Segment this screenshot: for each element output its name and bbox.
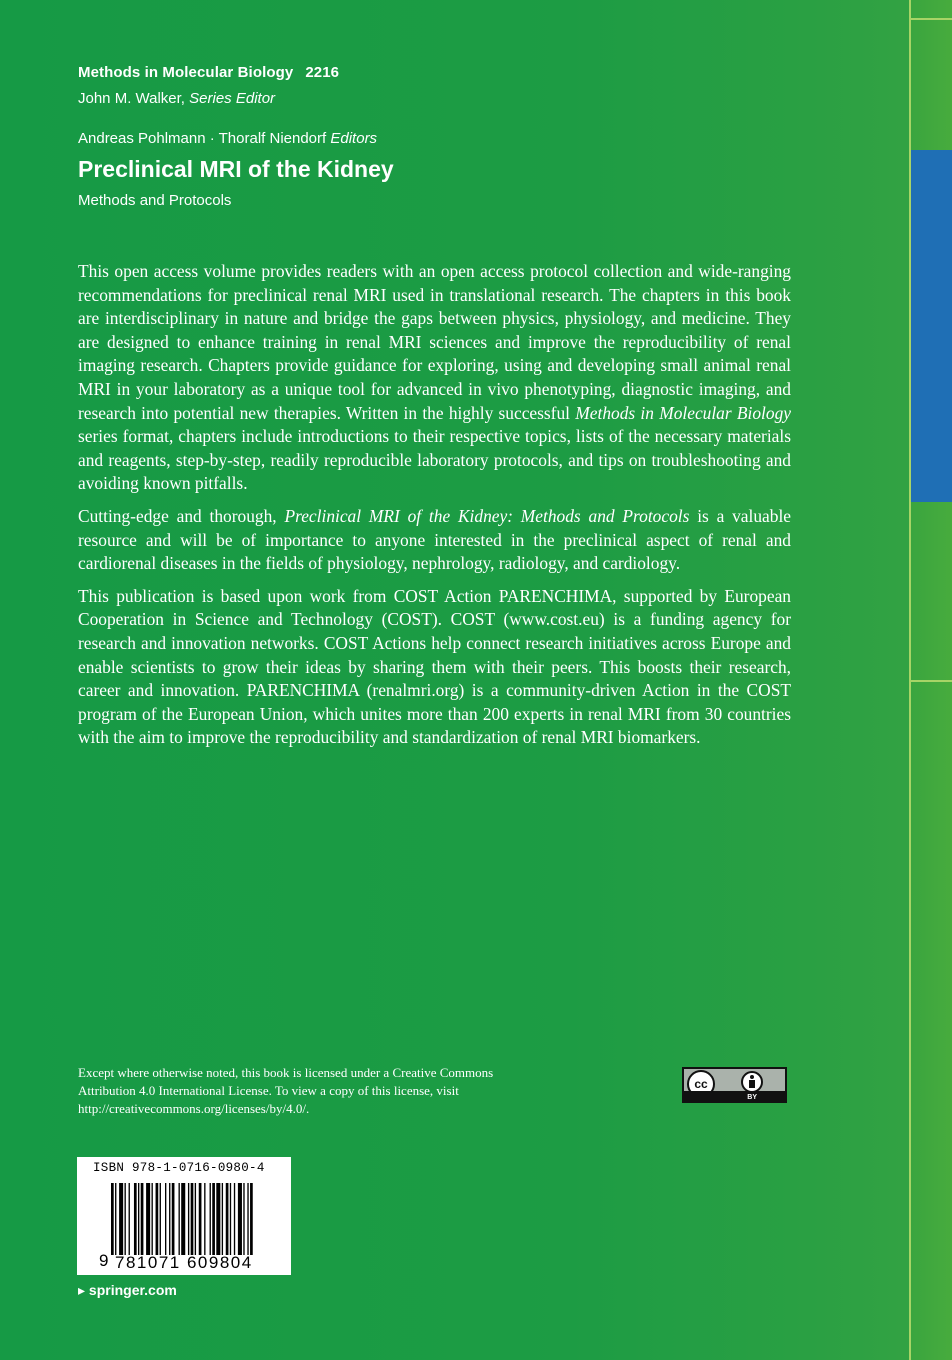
barcode-bar bbox=[188, 1183, 189, 1255]
barcode-bar bbox=[125, 1183, 126, 1255]
triangle-arrow-icon: ▸ bbox=[78, 1282, 86, 1298]
barcode-bar bbox=[152, 1183, 153, 1255]
barcode-bar bbox=[238, 1183, 242, 1255]
description-paragraph bbox=[78, 260, 791, 496]
volume-editors bbox=[78, 130, 377, 147]
strip-divider bbox=[911, 18, 952, 20]
barcode-bar bbox=[234, 1183, 235, 1255]
barcode-bar bbox=[172, 1183, 175, 1255]
barcode-bar bbox=[138, 1183, 139, 1255]
barcode-bar bbox=[195, 1183, 196, 1255]
barcode-bar bbox=[216, 1183, 220, 1255]
barcode-bar bbox=[141, 1183, 144, 1255]
editor-role: Editors bbox=[330, 130, 378, 147]
license-notice: Except where otherwise noted, this book is licensed under a Creative Commons Attribution 4.0 International License. To view a copy of this license, visit http://creativecommons.org/licenses/by/4.0/. bbox=[78, 1065, 494, 1116]
barcode-bar bbox=[191, 1183, 194, 1255]
barcode-bar bbox=[243, 1183, 244, 1255]
attribution-person-icon bbox=[741, 1071, 763, 1093]
editor-names: Andreas Pohlmann · Thoralf Niendorf bbox=[78, 130, 327, 147]
series-line bbox=[78, 64, 339, 81]
barcode-bar bbox=[199, 1183, 202, 1255]
barcode-bar bbox=[156, 1183, 159, 1255]
barcode-bar bbox=[146, 1183, 150, 1255]
barcode-bar bbox=[165, 1183, 166, 1255]
barcode-bar bbox=[250, 1183, 253, 1255]
series-name: Methods in Molecular Biology bbox=[78, 64, 294, 81]
barcode-bar bbox=[181, 1183, 185, 1255]
barcode-bar bbox=[222, 1183, 223, 1255]
strip-divider bbox=[911, 680, 952, 682]
isbn-text: ISBN 978-1-0716-0980-4 bbox=[93, 1161, 265, 1175]
barcode-bar bbox=[119, 1183, 123, 1255]
text-run: This open access volume provides readers with an open access protocol collection and wide-ranging recommendations for preclinical renal MRI used in translational research. The chapters in this book are interdisciplinary in nature and bridge the gaps between physics, physiology, and medicine. They are designed to enhance training in renal MRI sciences and improve the reproducibility of renal imaging research. Chapters provide guidance for exploring, using and developing small animal renal MRI in your laboratory as a unique tool for advanced in vivo phenotyping, diagnostic imaging, and research into potential new therapies. Written in the highly successful bbox=[78, 261, 791, 423]
badge-by-label: BY bbox=[747, 1094, 757, 1101]
book-description bbox=[78, 260, 791, 759]
series-editor bbox=[78, 90, 275, 107]
barcode-bar bbox=[160, 1183, 161, 1255]
barcode-bar bbox=[210, 1183, 211, 1255]
series-number: 2216 bbox=[305, 64, 340, 81]
barcode-bar bbox=[129, 1183, 130, 1255]
text-run: is a valuable resource and will be of importance to anyone interested in the preclinical aspect of renal and cardiorenal diseases in the fields of physiology, nephrology, radiology, and cardiology. bbox=[78, 505, 792, 574]
barcode-bar bbox=[247, 1183, 248, 1255]
barcode-bar bbox=[212, 1183, 215, 1255]
strip-blue-block bbox=[911, 150, 952, 502]
barcode-bar bbox=[226, 1183, 229, 1255]
publisher-link[interactable] bbox=[78, 1282, 177, 1299]
barcode-bar bbox=[169, 1183, 170, 1255]
barcode-bar bbox=[179, 1183, 180, 1255]
barcode-bar bbox=[134, 1183, 137, 1255]
barcode-bar bbox=[115, 1183, 116, 1255]
barcode-first-digit: 9 bbox=[99, 1251, 109, 1270]
barcode-digits: 781071 609804 bbox=[115, 1253, 253, 1272]
isbn-barcode bbox=[77, 1157, 291, 1275]
barcode-bars bbox=[111, 1183, 285, 1255]
badge-bar bbox=[684, 1091, 785, 1101]
description-paragraph bbox=[78, 505, 791, 576]
book-title-italic: Preclinical MRI of the Kidney: Methods and Protocols bbox=[284, 505, 690, 526]
barcode-bar bbox=[111, 1183, 114, 1255]
series-editor-role: Series Editor bbox=[189, 90, 276, 107]
series-title-italic: Methods in Molecular Biology bbox=[575, 402, 791, 423]
publisher-site: springer.com bbox=[88, 1282, 177, 1298]
book-subtitle: Methods and Protocols bbox=[78, 192, 232, 209]
barcode-bar bbox=[204, 1183, 205, 1255]
series-editor-name: John M. Walker, bbox=[78, 90, 185, 107]
book-title: Preclinical MRI of the Kidney bbox=[78, 156, 394, 182]
text-run: Cutting-edge and thorough, bbox=[78, 505, 277, 526]
cc-logo: cc bbox=[687, 1070, 715, 1098]
text-run: series format, chapters include introductions to their respective topics, lists of the necessary materials and reagents, step-by-step, readily reproducible laboratory protocols, and tips on troubleshooting and avoiding known pitfalls. bbox=[78, 426, 791, 494]
barcode-bar bbox=[230, 1183, 231, 1255]
creative-commons-by-icon[interactable] bbox=[682, 1067, 787, 1103]
description-paragraph: This publication is based upon work from COST Action PARENCHIMA, supported by European Cooperation in Science and Technology (COST). COST (www.cost.eu) is a funding agency for research and innovation networks. COST Actions help connect research initiatives across Europe and enable scientists to grow their ideas by sharing them with their peers. This boosts their research, career and innovation. PARENCHIMA (renalmri.org) is a community-driven Action in the COST program of the European Union, which unites more than 200 experts in renal MRI from 30 countries with the aim to improve the reproducibility and standardization of renal MRI biomarkers. bbox=[78, 585, 791, 748]
